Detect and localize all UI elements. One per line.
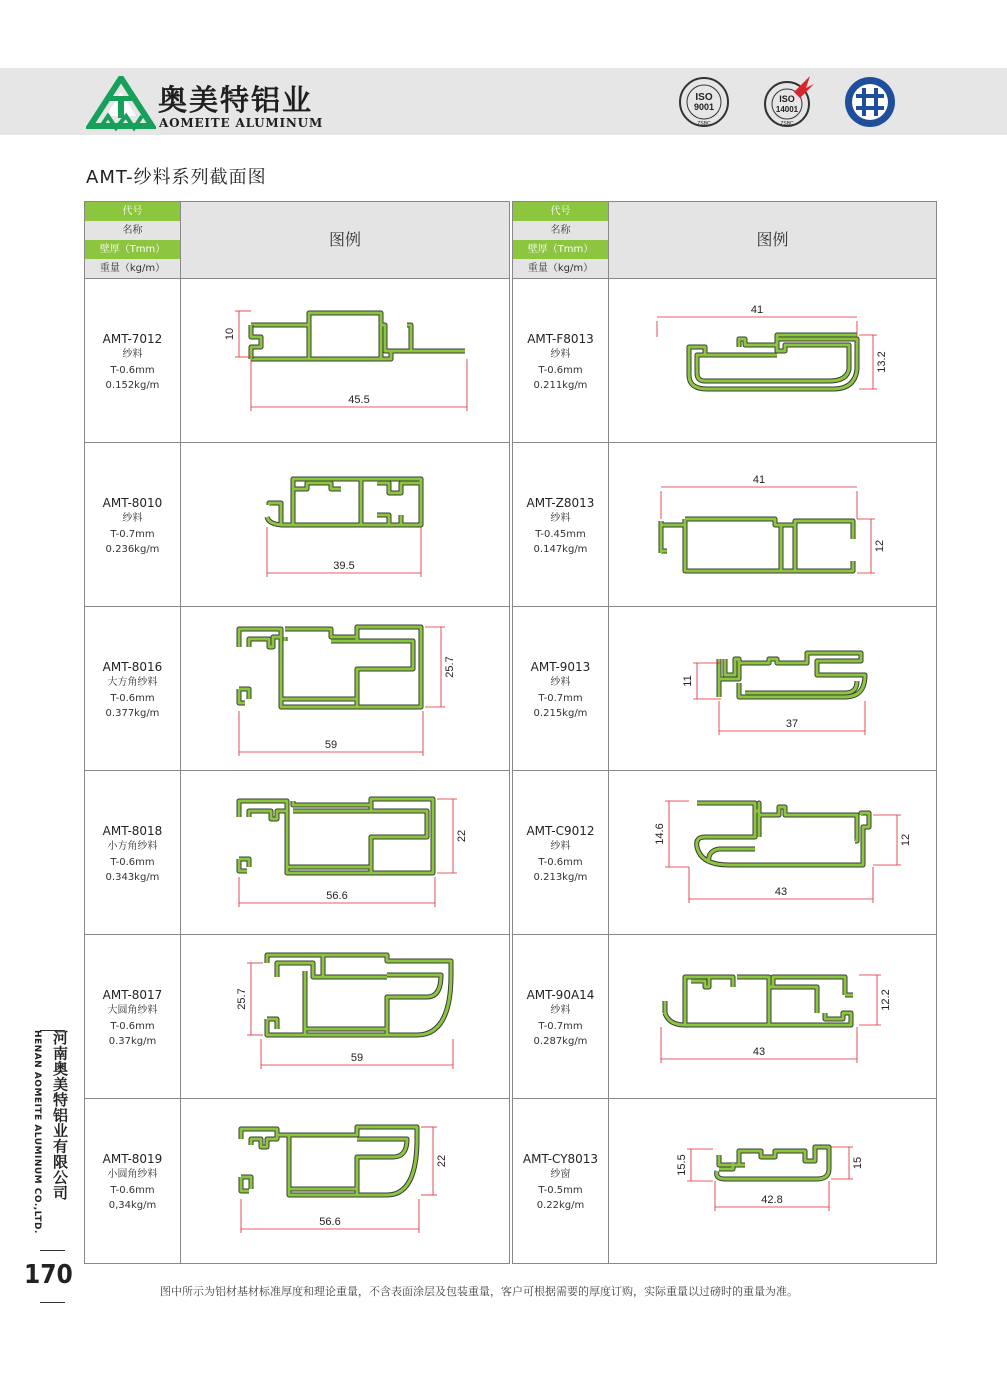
dimension-label: 42.8 xyxy=(761,1194,783,1206)
sidebar-divider xyxy=(40,1302,65,1303)
profile-name: 大方角纱料 xyxy=(107,677,158,688)
profile-name: 纱料 xyxy=(550,677,571,688)
profile-info xyxy=(513,279,609,443)
profile-name: 纱料 xyxy=(122,349,143,360)
profile-cross-section-figure xyxy=(609,771,936,935)
profile-weight: 0.287kg/m xyxy=(533,1036,588,1047)
profile-weight: 0.22kg/m xyxy=(536,1200,585,1211)
profile-name: 纱料 xyxy=(122,513,143,524)
dimension-label: 45.5 xyxy=(348,394,370,406)
profile-weight: 0.343kg/m xyxy=(105,872,160,883)
dimension-label: 56.6 xyxy=(326,890,348,902)
profile-weight: 0.213kg/m xyxy=(533,872,588,883)
profile-thickness: T-0.7mm xyxy=(110,528,155,540)
profile-info xyxy=(85,1099,181,1263)
svg-text:14001: 14001 xyxy=(775,105,799,114)
profile-row xyxy=(85,1098,509,1263)
profile-info xyxy=(513,771,609,935)
header-thickness: 壁厚（Tmm） xyxy=(513,240,608,259)
profile-row xyxy=(513,770,936,935)
profile-code: AMT-8018 xyxy=(102,824,163,838)
header-thickness: 壁厚（Tmm） xyxy=(85,240,180,259)
profile-body xyxy=(665,977,853,1025)
profile-name: 小圆角纱料 xyxy=(107,1169,158,1180)
dimension-label: 11 xyxy=(682,675,694,687)
profile-code: AMT-CY8013 xyxy=(522,1152,599,1166)
profile-cross-section-figure xyxy=(609,443,936,607)
dimension-label: 59 xyxy=(350,1052,364,1064)
profile-info xyxy=(513,607,609,771)
profile-thickness: T-0.7mm xyxy=(538,692,583,704)
profile-row xyxy=(85,770,509,935)
page-number: 170 xyxy=(24,1260,73,1290)
profile-body xyxy=(239,799,433,873)
profile-thickness: T-0.6mm xyxy=(110,1020,155,1032)
dimension-label: 37 xyxy=(785,718,799,730)
header-weight: 重量（kg/m） xyxy=(85,259,180,278)
profile-thickness: T-0.6mm xyxy=(110,1184,155,1196)
dimension-label: 43 xyxy=(774,886,788,898)
profile-cross-section-figure xyxy=(181,607,509,771)
header-figure: 图例 xyxy=(609,202,936,278)
profile-row xyxy=(513,934,936,1099)
profile-body xyxy=(267,479,421,525)
sidebar-company-cn: 河南奥美特铝业有限公司 xyxy=(51,1030,69,1201)
profile-thickness: T-0.6mm xyxy=(538,364,583,376)
profile-thickness: T-0.45mm xyxy=(535,528,586,540)
profile-outline xyxy=(697,803,869,865)
profile-thickness: T-0.6mm xyxy=(110,692,155,704)
header-figure: 图例 xyxy=(181,202,509,278)
profile-code: AMT-9013 xyxy=(530,660,591,674)
profile-weight: 0.377kg/m xyxy=(105,708,160,719)
profile-row xyxy=(513,606,936,771)
profile-name: 纱料 xyxy=(550,513,571,524)
profile-body xyxy=(661,519,853,571)
dimension-label: 12 xyxy=(874,539,886,553)
profile-row xyxy=(85,934,509,1099)
sidebar-company-en: HENAN AOMEITE ALUMINUM CO.,LTD. xyxy=(32,1030,42,1234)
profile-row xyxy=(513,442,936,607)
profile-outline xyxy=(267,955,451,1035)
profile-code: AMT-90A14 xyxy=(526,988,595,1002)
profile-thickness: T-0.7mm xyxy=(538,1020,583,1032)
header-weight: 重量（kg/m） xyxy=(513,259,608,278)
profile-code: AMT-7012 xyxy=(102,332,163,346)
profile-info xyxy=(85,935,181,1099)
profile-name: 小方角纱料 xyxy=(107,841,158,852)
dimension-label: 13.2 xyxy=(876,351,888,373)
profile-weight: 0.152kg/m xyxy=(105,380,160,391)
profile-cross-section-figure xyxy=(609,1099,936,1263)
profile-code: AMT-8010 xyxy=(102,496,163,510)
dimension-label: 10 xyxy=(224,327,236,341)
profile-info xyxy=(513,443,609,607)
svg-text:ZSBC: ZSBC xyxy=(780,121,794,127)
profile-thickness: T-0.6mm xyxy=(110,364,155,376)
profile-info xyxy=(513,1099,609,1263)
profile-outline xyxy=(267,479,421,525)
dimension-label: 41 xyxy=(752,474,766,486)
profile-name: 纱窗 xyxy=(550,1169,571,1180)
profile-thickness: T-0.6mm xyxy=(110,856,155,868)
profile-weight: 0.236kg/m xyxy=(105,544,160,555)
profile-weight: 0.211kg/m xyxy=(533,380,588,391)
dimension-label: 12.2 xyxy=(880,989,892,1011)
svg-text:ISO: ISO xyxy=(695,92,713,103)
profile-name: 纱料 xyxy=(550,1005,571,1016)
profile-code: AMT-C9012 xyxy=(526,824,595,838)
profile-row xyxy=(85,278,509,443)
profile-cross-section-figure xyxy=(609,279,936,443)
dimension-label: 15.5 xyxy=(676,1154,688,1176)
profile-row xyxy=(85,606,509,771)
dimension-label: 41 xyxy=(750,304,764,316)
profile-info xyxy=(85,279,181,443)
dimension-label: 22 xyxy=(436,1154,448,1168)
profile-weight: 0.215kg/m xyxy=(533,708,588,719)
profile-row xyxy=(513,278,936,443)
header-code: 代号 xyxy=(85,202,180,221)
dimension-label: 59 xyxy=(324,739,338,751)
dimension-label: 25.7 xyxy=(444,656,456,678)
page-title: AMT-纱料系列截面图 xyxy=(86,167,267,188)
iso9001-badge-icon xyxy=(678,74,730,130)
dimension-label: 22 xyxy=(456,829,468,843)
dimension-label: 39.5 xyxy=(333,560,355,572)
profile-info xyxy=(85,443,181,607)
profile-code: AMT-Z8013 xyxy=(526,496,595,510)
dimension-label: 15 xyxy=(852,1156,864,1170)
svg-text:9001: 9001 xyxy=(693,102,715,112)
company-seal-icon xyxy=(842,74,898,130)
profile-cross-section-figure xyxy=(181,771,509,935)
aomeite-logo-icon xyxy=(86,76,156,132)
profile-body xyxy=(251,325,261,359)
profile-cross-section-figure xyxy=(609,607,936,771)
profile-table-left xyxy=(84,201,510,1264)
profile-name: 纱料 xyxy=(550,841,571,852)
profile-name: 纱料 xyxy=(550,349,571,360)
profile-row xyxy=(513,1098,936,1263)
brand-name-cn: 奥美特铝业 xyxy=(158,83,314,117)
sidebar-divider xyxy=(40,1250,65,1251)
profile-weight: 0.37kg/m xyxy=(108,1036,157,1047)
profile-body xyxy=(251,313,465,359)
profile-row xyxy=(85,442,509,607)
profile-info xyxy=(85,607,181,771)
header-name: 名称 xyxy=(85,221,180,240)
dimension-label: 43 xyxy=(752,1046,766,1058)
profile-cross-section-figure xyxy=(181,935,509,1099)
svg-text:ISO: ISO xyxy=(779,94,795,104)
profile-thickness: T-0.6mm xyxy=(538,856,583,868)
profile-cross-section-figure xyxy=(181,279,509,443)
profile-code: AMT-8017 xyxy=(102,988,163,1002)
header-name: 名称 xyxy=(513,221,608,240)
svg-text:ZSBC: ZSBC xyxy=(697,121,711,127)
profile-outline xyxy=(661,519,853,571)
profile-weight: 0,34kg/m xyxy=(108,1200,157,1211)
dimension-label: 14.6 xyxy=(654,823,666,845)
profile-name: 大圆角纱料 xyxy=(107,1005,158,1016)
iso14001-badge-icon xyxy=(760,74,816,130)
footnote: 图中所示为铝材基材标准厚度和理论重量，不含表面涂层及包装重量，客户可根据需要的厚度订购，实际重量以过磅时的重量为准。 xyxy=(160,1285,798,1298)
profile-code: AMT-F8013 xyxy=(527,332,594,346)
profile-weight: 0.147kg/m xyxy=(533,544,588,555)
profile-code: AMT-8019 xyxy=(102,1152,163,1166)
dimension-label: 25.7 xyxy=(236,988,248,1010)
brand-name-en: AOMEITE ALUMINUM xyxy=(159,116,324,130)
dimension-label: 56.6 xyxy=(319,1216,341,1228)
profile-outline xyxy=(241,1127,417,1195)
profile-code: AMT-8016 xyxy=(102,660,163,674)
profile-info xyxy=(513,935,609,1099)
profile-cross-section-figure xyxy=(609,935,936,1099)
dimension-label: 12 xyxy=(900,833,912,847)
profile-table-right xyxy=(512,201,937,1264)
profile-cross-section-figure xyxy=(181,443,509,607)
header-code: 代号 xyxy=(513,202,608,221)
profile-cross-section-figure xyxy=(181,1099,509,1263)
profile-info xyxy=(85,771,181,935)
profile-thickness: T-0.5mm xyxy=(538,1184,583,1196)
